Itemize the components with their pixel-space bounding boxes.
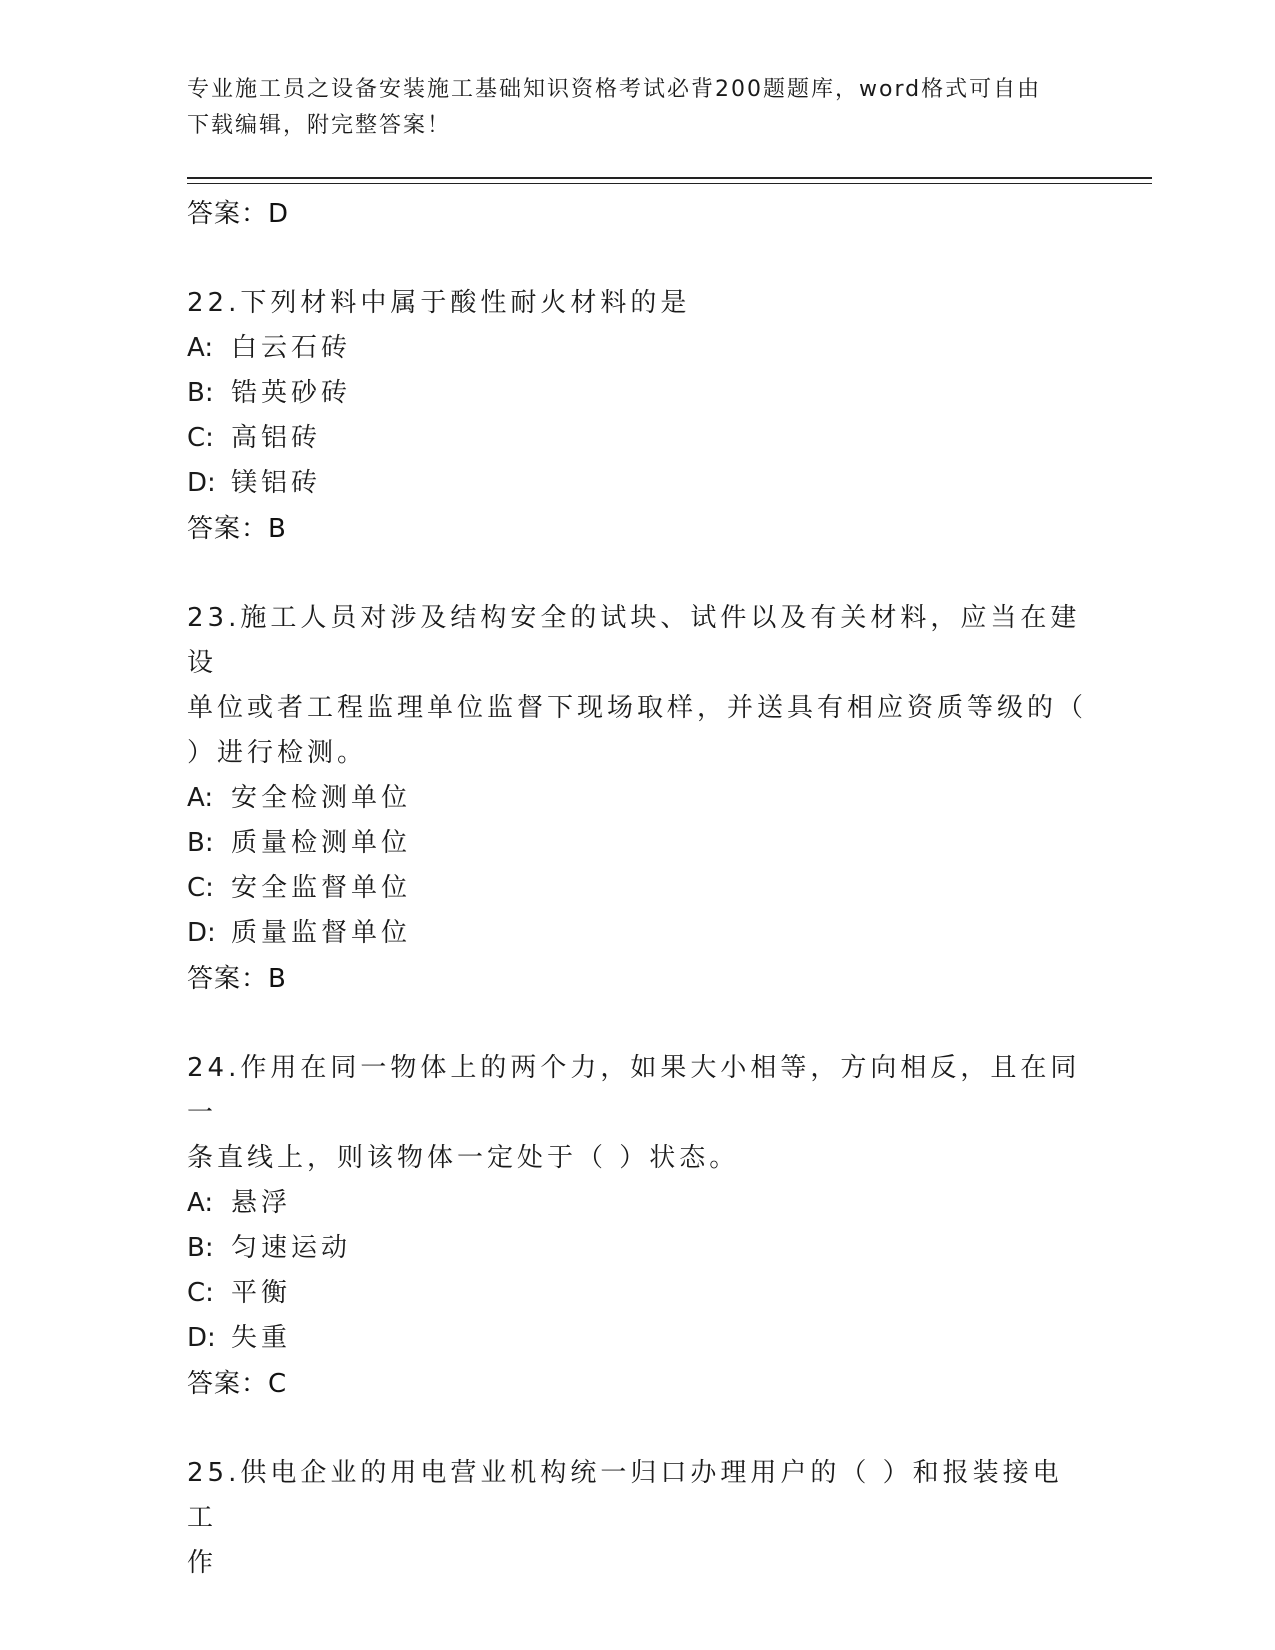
option-text: 匀速运动 <box>231 1233 352 1263</box>
header-line-2: 下载编辑，附完整答案！ <box>187 113 452 138</box>
header-line-1: 专业施工员之设备安装施工基础知识资格考试必背200题题库，word格式可自由 <box>187 77 1042 102</box>
option-text: 悬浮 <box>231 1188 292 1218</box>
question-stem-line: 23.施工人员对涉及结构安全的试块、试件以及有关材料，应当在建设 <box>187 603 1081 678</box>
option-key: A: <box>187 783 214 813</box>
question-stem-line: 22.下列材料中属于酸性耐火材料的是 <box>187 288 691 318</box>
option-text: 质量监督单位 <box>231 918 412 948</box>
question-24 <box>187 1046 1087 1407</box>
question-22 <box>187 281 1087 552</box>
option-key: A: <box>187 333 214 363</box>
option-key: D: <box>187 1323 216 1353</box>
answer-line: 答案：B <box>187 514 287 544</box>
question-stem <box>187 596 1087 776</box>
question-stem <box>187 1451 1087 1586</box>
option-key: B: <box>187 828 214 858</box>
option-d <box>187 461 1087 506</box>
option-key: C: <box>187 1278 214 1308</box>
question-stem-line: 作 <box>187 1548 218 1578</box>
question-stem-line: 条直线上，则该物体一定处于（ ）状态。 <box>187 1143 740 1173</box>
answer-line: 答案：B <box>187 964 287 994</box>
answer-line: 答案：D <box>187 199 290 229</box>
question-stem <box>187 1046 1087 1181</box>
option-d <box>187 1316 1087 1361</box>
option-key: C: <box>187 873 214 903</box>
option-a <box>187 1181 1087 1226</box>
option-d <box>187 911 1087 956</box>
option-text: 失重 <box>231 1323 292 1353</box>
header-divider-thin <box>187 183 1152 184</box>
question-stem-line: 24.作用在同一物体上的两个力，如果大小相等，方向相反，且在同一 <box>187 1053 1081 1128</box>
option-text: 锆英砂砖 <box>231 378 352 408</box>
option-text: 镁铝砖 <box>231 468 322 498</box>
option-text: 高铝砖 <box>231 423 322 453</box>
option-c <box>187 416 1087 461</box>
option-c <box>187 1271 1087 1316</box>
option-key: B: <box>187 1233 214 1263</box>
option-text: 平衡 <box>231 1278 292 1308</box>
option-key: D: <box>187 468 216 498</box>
option-key: B: <box>187 378 214 408</box>
question-stem-line: 25.供电企业的用电营业机构统一归口办理用户的（ ）和报装接电工 <box>187 1458 1063 1533</box>
document-body <box>187 187 1087 1586</box>
answer-line: 答案：C <box>187 1369 288 1399</box>
question-25 <box>187 1451 1087 1586</box>
option-a <box>187 776 1087 821</box>
option-b <box>187 1226 1087 1271</box>
question-stem <box>187 281 1087 326</box>
option-b <box>187 821 1087 866</box>
question-stem-line: 单位或者工程监理单位监督下现场取样，并送具有相应资质等级的（ <box>187 693 1088 723</box>
question-23 <box>187 596 1087 1002</box>
question-stem-line: ）进行检测。 <box>187 738 368 768</box>
option-text: 安全检测单位 <box>231 783 412 813</box>
option-a <box>187 326 1087 371</box>
option-text: 白云石砖 <box>231 333 352 363</box>
option-text: 安全监督单位 <box>231 873 412 903</box>
option-key: D: <box>187 918 216 948</box>
option-key: A: <box>187 1188 214 1218</box>
header-divider-thick <box>187 177 1152 179</box>
option-b <box>187 371 1087 416</box>
option-text: 质量检测单位 <box>231 828 412 858</box>
option-c <box>187 866 1087 911</box>
document-header <box>187 72 1067 144</box>
option-key: C: <box>187 423 214 453</box>
